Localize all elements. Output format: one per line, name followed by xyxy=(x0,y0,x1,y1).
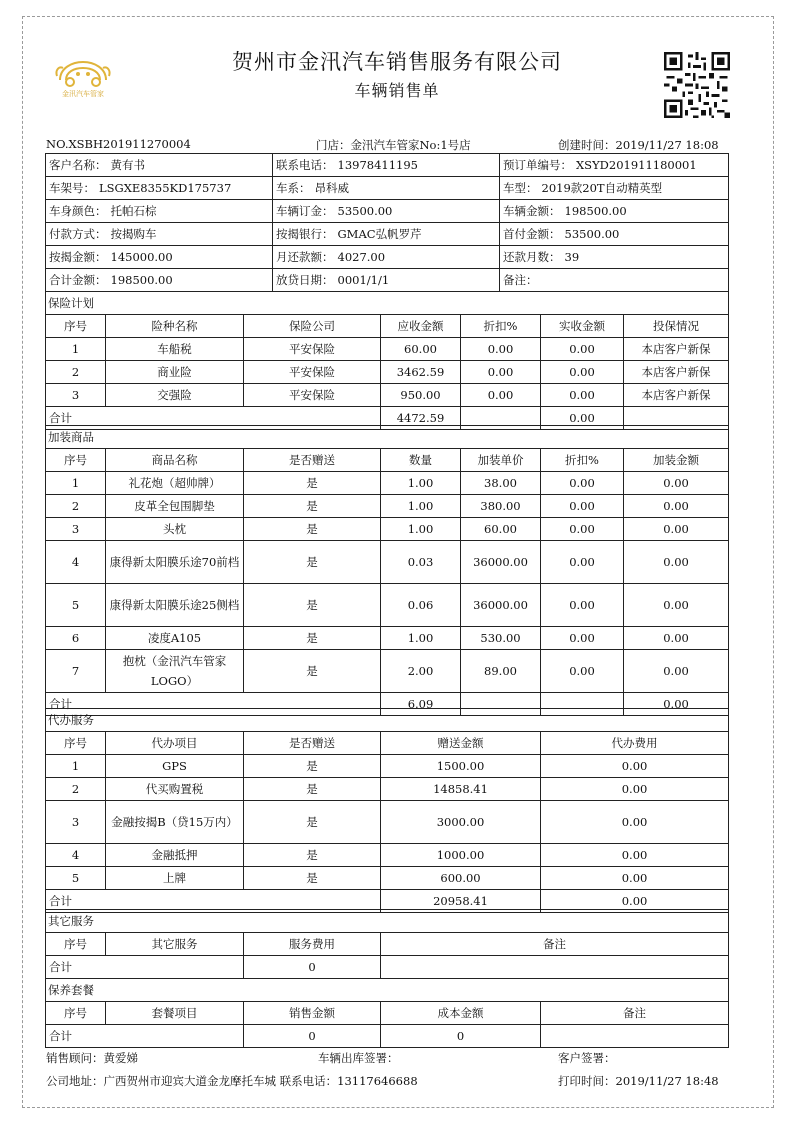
header-row xyxy=(46,315,729,338)
table-cell: 0.00 xyxy=(541,384,624,407)
column-header: 其它服务 xyxy=(106,933,244,956)
info-field xyxy=(46,200,273,223)
table-cell: 3000.00 xyxy=(381,801,541,844)
field-value: 198500.00 xyxy=(110,273,173,287)
total-label: 合计 xyxy=(46,693,381,716)
order-meta-line xyxy=(46,137,726,153)
table-cell: 是 xyxy=(244,495,381,518)
table-cell: 抱枕（金汛汽车管家LOGO） xyxy=(106,650,244,693)
column-header: 序号 xyxy=(46,732,106,755)
other-services-table xyxy=(45,909,729,979)
column-header: 商品名称 xyxy=(106,449,244,472)
table-cell: 是 xyxy=(244,627,381,650)
table-cell: 1 xyxy=(46,755,106,778)
column-header: 代办费用 xyxy=(541,732,729,755)
table-cell: 平安保险 xyxy=(244,361,381,384)
table-cell: 1.00 xyxy=(381,472,461,495)
total-label: 合计 xyxy=(46,1025,244,1048)
field-label: 还款月数： xyxy=(503,250,561,264)
table-cell: 0.00 xyxy=(541,518,624,541)
section-title-agency: 代办服务 xyxy=(46,709,729,732)
table-row xyxy=(46,361,729,384)
table-cell: 2 xyxy=(46,361,106,384)
agency-table xyxy=(45,708,729,913)
header-row xyxy=(46,449,729,472)
maintenance-total-cost: 0 xyxy=(381,1025,541,1048)
table-cell: 本店客户新保 xyxy=(624,361,729,384)
table-cell: 14858.41 xyxy=(381,778,541,801)
field-label: 付款方式： xyxy=(49,227,107,241)
order-number: NO.XSBH201911270004 xyxy=(46,137,191,151)
maintenance-table xyxy=(45,978,729,1048)
table-cell: 是 xyxy=(244,801,381,844)
section-title-addons: 加装商品 xyxy=(46,426,729,449)
table-cell: 0.00 xyxy=(541,361,624,384)
column-header: 加装金额 xyxy=(624,449,729,472)
maintenance-total-row xyxy=(46,1025,729,1048)
field-label: 备注： xyxy=(503,273,538,287)
info-field xyxy=(46,223,273,246)
table-cell: 0.00 xyxy=(624,518,729,541)
table-row xyxy=(46,650,729,693)
field-value: 145000.00 xyxy=(110,250,173,264)
table-cell: 康得新太阳膜乐途70前档 xyxy=(106,541,244,584)
info-row xyxy=(46,154,729,177)
document-title: 车辆销售单 xyxy=(354,81,440,100)
info-field xyxy=(273,223,500,246)
field-value: 53500.00 xyxy=(337,204,393,218)
column-header: 套餐项目 xyxy=(106,1002,244,1025)
total-label: 合计 xyxy=(46,890,381,913)
table-cell: 平安保险 xyxy=(244,384,381,407)
addons-total-qty: 6.09 xyxy=(381,693,461,716)
table-cell: 凌度A105 xyxy=(106,627,244,650)
field-label: 车架号： xyxy=(49,181,95,195)
column-header: 服务费用 xyxy=(244,933,381,956)
table-cell: 0.00 xyxy=(624,472,729,495)
column-header: 险种名称 xyxy=(106,315,244,338)
table-cell: 是 xyxy=(244,584,381,627)
table-cell: 6 xyxy=(46,627,106,650)
column-header: 序号 xyxy=(46,449,106,472)
table-cell: 2 xyxy=(46,495,106,518)
table-cell: 金融抵押 xyxy=(106,844,244,867)
column-header: 实收金额 xyxy=(541,315,624,338)
logo-caption: 金汛汽车管家 xyxy=(62,90,104,98)
table-row xyxy=(46,755,729,778)
table-row xyxy=(46,801,729,844)
info-row xyxy=(46,223,729,246)
table-cell: 380.00 xyxy=(461,495,541,518)
table-cell: 36000.00 xyxy=(461,584,541,627)
field-value: 198500.00 xyxy=(564,204,627,218)
table-cell: 0.00 xyxy=(541,584,624,627)
column-header: 销售金额 xyxy=(244,1002,381,1025)
table-row xyxy=(46,472,729,495)
table-cell: 康得新太阳膜乐途25侧档 xyxy=(106,584,244,627)
sales-advisor: 销售顾问：黄爱娣 xyxy=(46,1051,138,1065)
table-cell: 0.00 xyxy=(624,495,729,518)
table-cell: 0.00 xyxy=(624,650,729,693)
company-name: 贺州市金汛汽车销售服务有限公司 xyxy=(232,50,562,74)
table-cell: 1 xyxy=(46,338,106,361)
field-value: GMAC弘帆罗芹 xyxy=(337,227,422,241)
table-row xyxy=(46,627,729,650)
column-header: 加装单价 xyxy=(461,449,541,472)
table-cell: 金融按揭B（贷15万内） xyxy=(106,801,244,844)
total-label: 合计 xyxy=(46,407,381,430)
insurance-table xyxy=(45,291,729,430)
info-row xyxy=(46,200,729,223)
table-cell: 头枕 xyxy=(106,518,244,541)
table-cell: 4 xyxy=(46,844,106,867)
table-row xyxy=(46,518,729,541)
field-value: 53500.00 xyxy=(564,227,620,241)
table-cell: 是 xyxy=(244,650,381,693)
field-value: 4027.00 xyxy=(337,250,386,264)
field-value: LSGXE8355KD175737 xyxy=(99,181,232,195)
table-row xyxy=(46,867,729,890)
table-cell: 3 xyxy=(46,518,106,541)
other-total-fee: 0 xyxy=(244,956,381,979)
table-cell: 0.00 xyxy=(541,844,729,867)
info-field xyxy=(500,154,729,177)
table-cell: 交强险 xyxy=(106,384,244,407)
table-cell: 礼花炮（超帅牌） xyxy=(106,472,244,495)
table-cell: GPS xyxy=(106,755,244,778)
customer-info-table xyxy=(45,153,729,292)
table-cell: 1500.00 xyxy=(381,755,541,778)
info-field xyxy=(46,246,273,269)
table-row xyxy=(46,778,729,801)
field-label: 预订单编号： xyxy=(503,158,572,172)
table-cell: 是 xyxy=(244,778,381,801)
column-header: 数量 xyxy=(381,449,461,472)
table-cell: 5 xyxy=(46,584,106,627)
table-cell: 本店客户新保 xyxy=(624,384,729,407)
info-field xyxy=(500,246,729,269)
info-row xyxy=(46,246,729,269)
field-value: 按揭购车 xyxy=(110,227,157,241)
table-cell: 0.00 xyxy=(541,650,624,693)
section-title-insurance: 保险计划 xyxy=(46,292,729,315)
field-value: 托帕石棕 xyxy=(110,204,157,218)
field-label: 按揭银行： xyxy=(276,227,334,241)
table-cell: 0.00 xyxy=(624,627,729,650)
table-cell: 是 xyxy=(244,541,381,584)
info-field xyxy=(46,269,273,292)
table-cell: 0.06 xyxy=(381,584,461,627)
column-header: 序号 xyxy=(46,1002,106,1025)
table-cell: 平安保险 xyxy=(244,338,381,361)
table-cell: 0.00 xyxy=(541,541,624,584)
table-row xyxy=(46,584,729,627)
table-cell: 5 xyxy=(46,867,106,890)
field-label: 首付金额： xyxy=(503,227,561,241)
table-cell: 代买购置税 xyxy=(106,778,244,801)
table-cell: 1.00 xyxy=(381,627,461,650)
table-cell: 0.00 xyxy=(624,584,729,627)
table-cell: 3462.59 xyxy=(381,361,461,384)
table-cell: 60.00 xyxy=(461,518,541,541)
other-total-row xyxy=(46,956,729,979)
table-cell: 2.00 xyxy=(381,650,461,693)
info-field xyxy=(273,154,500,177)
table-cell: 0.00 xyxy=(624,541,729,584)
info-field xyxy=(46,154,273,177)
header-row xyxy=(46,1002,729,1025)
table-cell: 是 xyxy=(244,867,381,890)
table-cell: 皮革全包围脚垫 xyxy=(106,495,244,518)
field-value: 0001/1/1 xyxy=(337,273,390,287)
table-cell: 36000.00 xyxy=(461,541,541,584)
table-cell: 89.00 xyxy=(461,650,541,693)
table-row xyxy=(46,541,729,584)
table-cell: 4 xyxy=(46,541,106,584)
field-label: 月还款额： xyxy=(276,250,334,264)
info-field xyxy=(273,200,500,223)
info-field xyxy=(273,269,500,292)
agency-total-fee: 0.00 xyxy=(541,890,729,913)
table-cell: 950.00 xyxy=(381,384,461,407)
table-row xyxy=(46,844,729,867)
column-header: 成本金额 xyxy=(381,1002,541,1025)
field-value: 39 xyxy=(564,250,580,264)
field-label: 车型： xyxy=(503,181,538,195)
field-value: 昂科威 xyxy=(314,181,349,195)
info-field xyxy=(500,177,729,200)
info-field xyxy=(500,200,729,223)
table-cell: 0.00 xyxy=(541,801,729,844)
table-cell: 60.00 xyxy=(381,338,461,361)
table-cell: 上牌 xyxy=(106,867,244,890)
table-cell: 是 xyxy=(244,844,381,867)
table-cell: 3 xyxy=(46,384,106,407)
info-row xyxy=(46,177,729,200)
column-header: 是否赠送 xyxy=(244,449,381,472)
table-cell: 是 xyxy=(244,472,381,495)
table-cell: 1.00 xyxy=(381,495,461,518)
info-field xyxy=(500,269,729,292)
table-cell: 3 xyxy=(46,801,106,844)
field-value: 2019款20T自动精英型 xyxy=(541,181,663,195)
field-label: 按揭金额： xyxy=(49,250,107,264)
table-cell: 0.00 xyxy=(541,755,729,778)
table-row xyxy=(46,338,729,361)
column-header: 备注 xyxy=(381,933,729,956)
table-cell: 1 xyxy=(46,472,106,495)
field-label: 客户名称： xyxy=(49,158,107,172)
column-header: 备注 xyxy=(541,1002,729,1025)
header-row xyxy=(46,732,729,755)
table-cell: 是 xyxy=(244,755,381,778)
agency-total-gift: 20958.41 xyxy=(381,890,541,913)
field-label: 车辆订金： xyxy=(276,204,334,218)
column-header: 应收金额 xyxy=(381,315,461,338)
table-cell: 600.00 xyxy=(381,867,541,890)
table-cell: 0.00 xyxy=(541,867,729,890)
column-header: 序号 xyxy=(46,933,106,956)
table-cell: 商业险 xyxy=(106,361,244,384)
delivery-signature: 车辆出库签署： xyxy=(318,1051,399,1065)
customer-signature: 客户签署： xyxy=(558,1051,616,1065)
header-row xyxy=(46,933,729,956)
table-cell: 0.00 xyxy=(461,338,541,361)
table-cell: 1.00 xyxy=(381,518,461,541)
field-label: 车身颜色： xyxy=(49,204,107,218)
signature-line xyxy=(46,1050,736,1066)
table-cell: 0.00 xyxy=(541,627,624,650)
table-cell: 0.00 xyxy=(541,778,729,801)
section-title-maintenance: 保养套餐 xyxy=(46,979,729,1002)
table-cell: 是 xyxy=(244,518,381,541)
table-cell: 0.03 xyxy=(381,541,461,584)
table-row xyxy=(46,495,729,518)
field-value: 黄有书 xyxy=(110,158,145,172)
created-time: 创建时间：2019/11/27 18:08 xyxy=(558,138,719,152)
column-header: 保险公司 xyxy=(244,315,381,338)
table-cell: 38.00 xyxy=(461,472,541,495)
table-row xyxy=(46,384,729,407)
column-header: 是否赠送 xyxy=(244,732,381,755)
column-header: 折扣% xyxy=(461,315,541,338)
table-cell: 0.00 xyxy=(461,384,541,407)
field-value: 13978411195 xyxy=(337,158,418,172)
column-header: 折扣% xyxy=(541,449,624,472)
table-cell: 0.00 xyxy=(541,338,624,361)
table-cell: 0.00 xyxy=(461,361,541,384)
address-line xyxy=(46,1073,736,1089)
table-cell: 车船税 xyxy=(106,338,244,361)
table-cell: 1000.00 xyxy=(381,844,541,867)
field-label: 车辆金额： xyxy=(503,204,561,218)
column-header: 投保情况 xyxy=(624,315,729,338)
info-field xyxy=(273,177,500,200)
field-label: 合计金额： xyxy=(49,273,107,287)
store-name: 门店：金汛汽车管家No:1号店 xyxy=(316,138,471,152)
field-value: XSYD201911180001 xyxy=(576,158,697,172)
print-time: 打印时间：2019/11/27 18:48 xyxy=(558,1074,719,1088)
total-label: 合计 xyxy=(46,956,244,979)
table-cell: 2 xyxy=(46,778,106,801)
section-title-other: 其它服务 xyxy=(46,910,729,933)
column-header: 序号 xyxy=(46,315,106,338)
qr-code-icon xyxy=(664,52,730,118)
table-cell: 0.00 xyxy=(541,495,624,518)
addons-table xyxy=(45,425,729,716)
table-cell: 0.00 xyxy=(541,472,624,495)
column-header: 赠送金额 xyxy=(381,732,541,755)
column-header: 代办项目 xyxy=(106,732,244,755)
table-cell: 本店客户新保 xyxy=(624,338,729,361)
table-cell: 530.00 xyxy=(461,627,541,650)
field-label: 联系电话： xyxy=(276,158,334,172)
field-label: 放贷日期： xyxy=(276,273,334,287)
company-address: 公司地址：广西贺州市迎宾大道金龙摩托车城 联系电话：13117646688 xyxy=(46,1074,418,1088)
field-label: 车系： xyxy=(276,181,311,195)
addons-total-amount: 0.00 xyxy=(624,693,729,716)
info-row xyxy=(46,269,729,292)
table-cell: 7 xyxy=(46,650,106,693)
insurance-total-received: 0.00 xyxy=(541,407,624,430)
info-field xyxy=(500,223,729,246)
info-field xyxy=(46,177,273,200)
info-field xyxy=(273,246,500,269)
maintenance-total-sales: 0 xyxy=(244,1025,381,1048)
insurance-total-receivable: 4472.59 xyxy=(381,407,461,430)
